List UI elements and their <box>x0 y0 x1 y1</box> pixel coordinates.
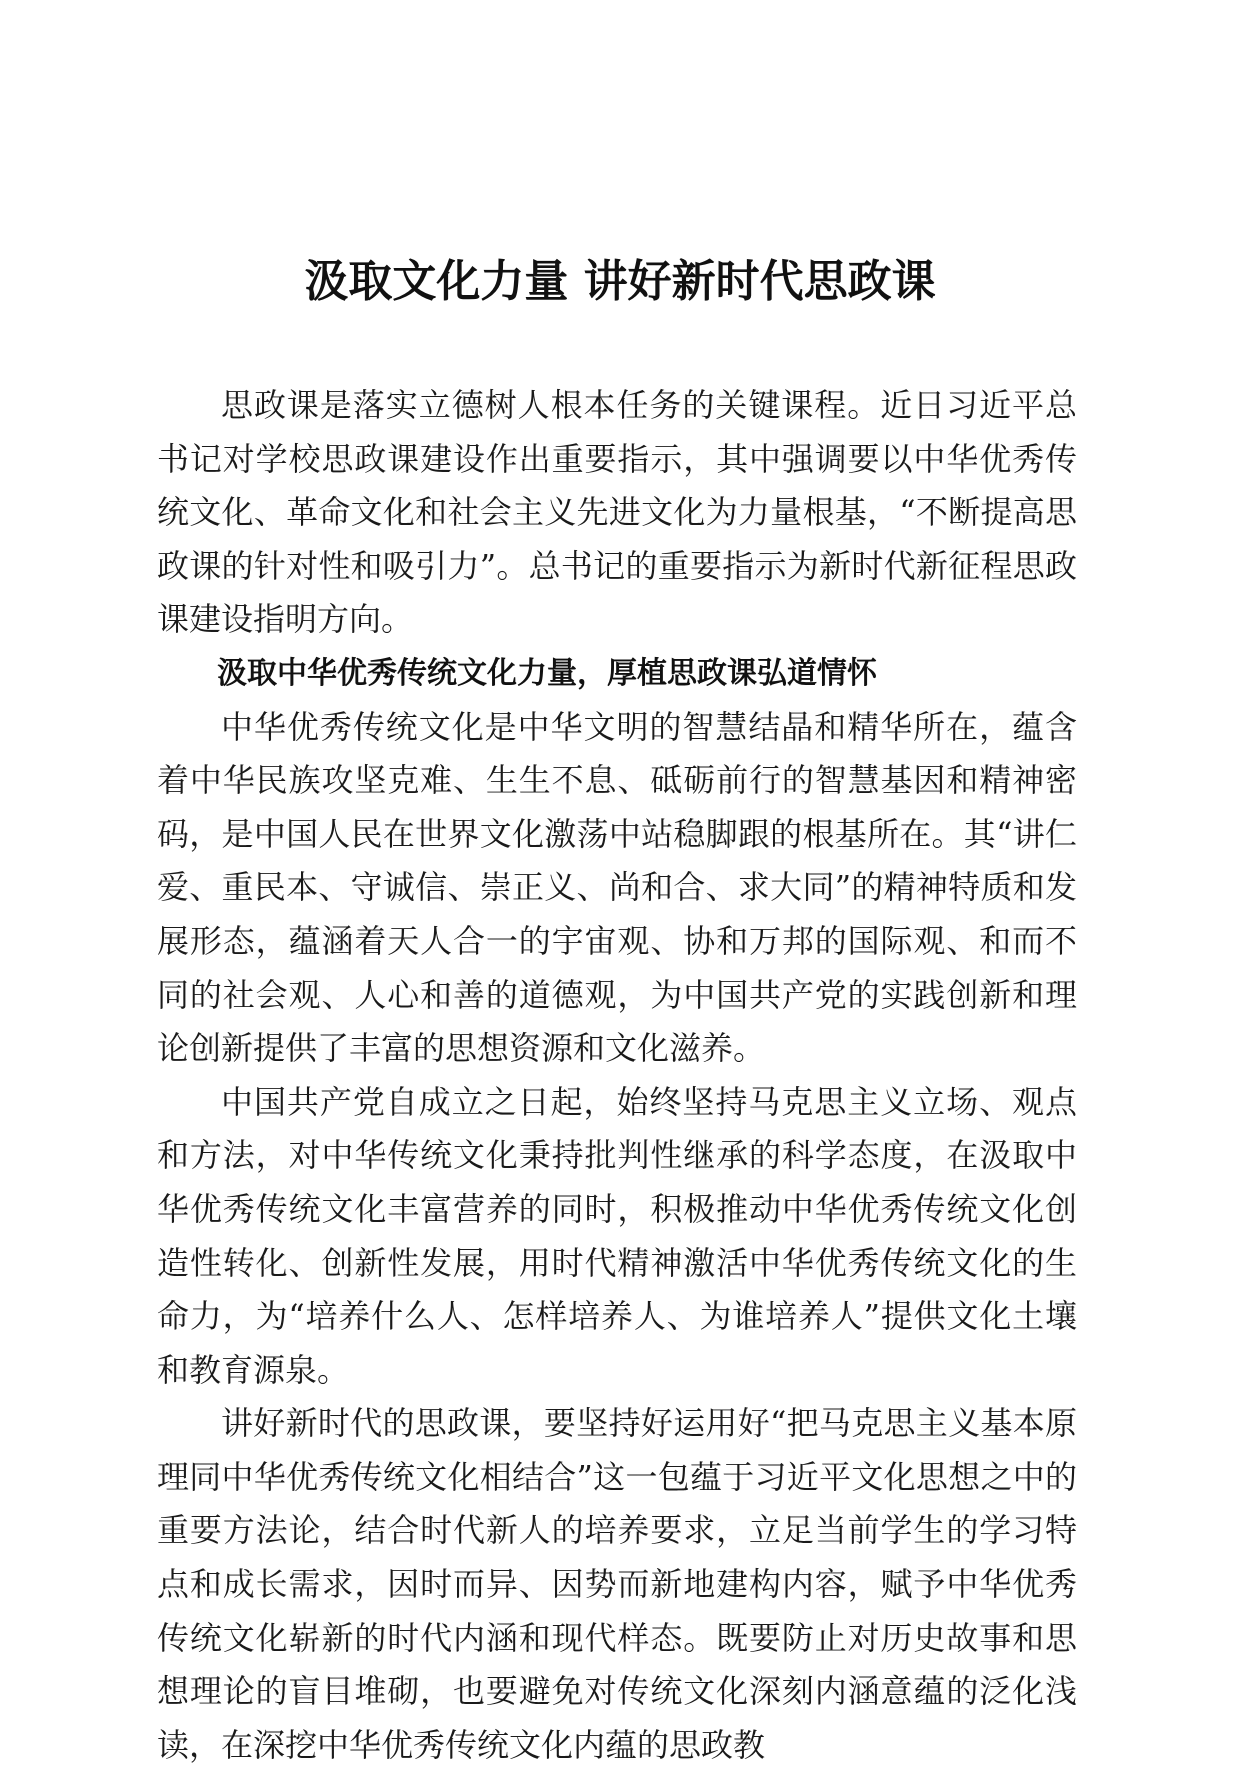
section-paragraph-1: 中华优秀传统文化是中华文明的智慧结晶和精华所在，蕴含着中华民族攻坚克难、生生不息、砥砺前行的智慧基因和精神密码，是中国人民在世界文化激荡中站稳脚跟的根基所在。其“讲仁爱、重民本、守诚信、崇正义、尚和合、求大同”的精神特质和发展形态，蕴涵着天人合一的宇宙观、协和万邦的国际观、和而不同的社会观、人心和善的道德观，为中国共产党的实践创新和理论创新提供了丰富的思想资源和文化滋养。 <box>157 707 1077 1068</box>
document-body <box>157 379 1077 1772</box>
section-paragraph-3: 讲好新时代的思政课，要坚持好运用好“把马克思主义基本原理同中华优秀传统文化相结合”这一包蕴于习近平文化思想之中的重要方法论，结合时代新人的培养要求，立足当前学生的学习特点和成长需求，因时而异、因势而新地建构内容，赋予中华优秀传统文化崭新的时代内涵和现代样态。既要防止对历史故事和思想理论的盲目堆砌，也要避免对传统文化深刻内涵意蕴的泛化浅读，在深挖中华优秀传统文化内蕴的思政教 <box>157 1404 1077 1764</box>
section-heading: 汲取中华优秀传统文化力量，厚植思政课弘道情怀 <box>217 655 877 691</box>
intro-paragraph: 思政课是落实立德树人根本任务的关键课程。近日习近平总书记对学校思政课建设作出重要指示，其中强调要以中华优秀传统文化、革命文化和社会主义先进文化为力量根基，“不断提高思政课的针对性和吸引力”。总书记的重要指示为新时代新征程思政课建设指明方向。 <box>157 386 1077 639</box>
section-paragraph-2: 中国共产党自成立之日起，始终坚持马克思主义立场、观点和方法，对中华传统文化秉持批判性继承的科学态度，在汲取中华优秀传统文化丰富营养的同时，积极推动中华优秀传统文化创造性转化、创新性发展，用时代精神激活中华优秀传统文化的生命力，为“培养什么人、怎样培养人、为谁培养人”提供文化土壤和教育源泉。 <box>157 1082 1077 1389</box>
document-title: 汲取文化力量 讲好新时代思政课 <box>304 256 936 307</box>
